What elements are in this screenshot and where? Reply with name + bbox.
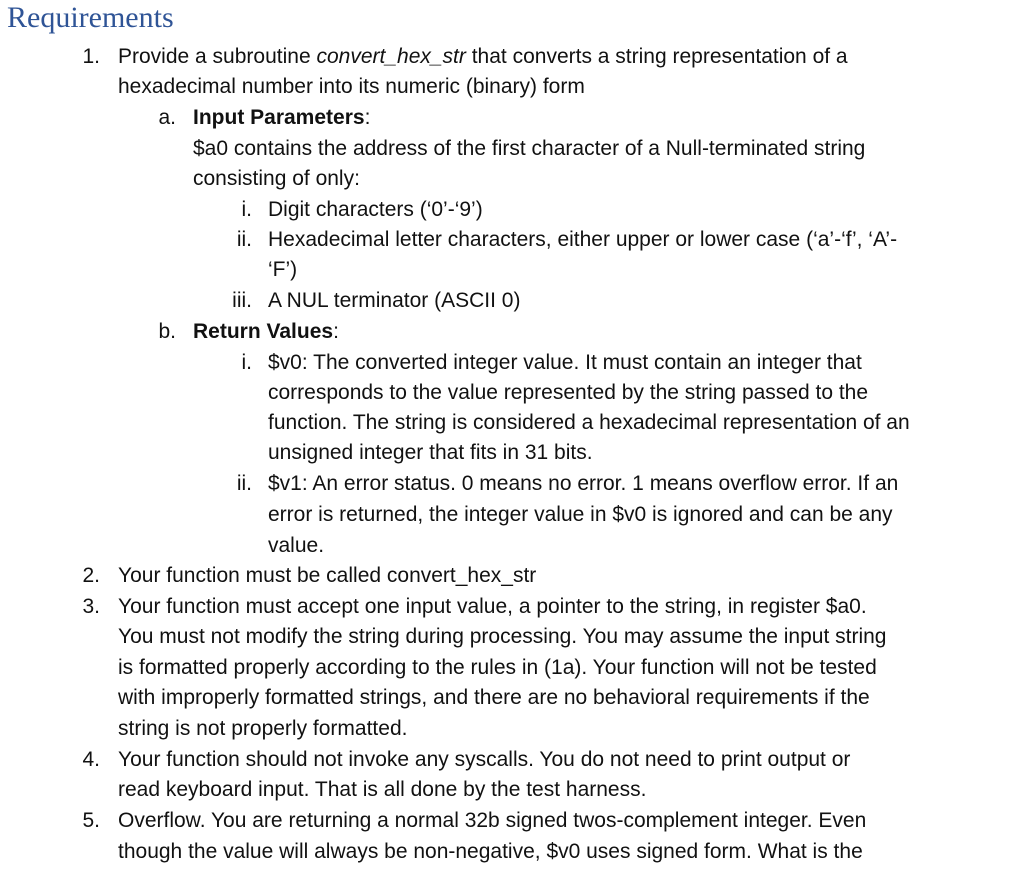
roman-marker: i. <box>241 198 252 221</box>
input-parameters-heading: Input Parameters: <box>193 106 371 129</box>
list-item-text: string is not properly formatted. <box>118 717 408 740</box>
sublist-marker: b. <box>158 320 176 343</box>
list-item-text: Your function should not invoke any syscalls. You do not need to print output or <box>118 748 851 771</box>
list-item-text: You must not modify the string during processing. You may assume the input string <box>118 625 887 648</box>
list-item-text: Your function must accept one input value, a pointer to the string, in register $a0. <box>118 595 867 618</box>
input-point-text: ‘F’) <box>268 258 298 281</box>
list-item-text: with improperly formatted strings, and there are no behavioral requirements if the <box>118 686 870 709</box>
list-item-text: is formatted properly according to the rules in (1a). Your function will not be tested <box>118 656 877 679</box>
input-point-text: Hexadecimal letter characters, either upper or lower case (‘a’-‘f’, ‘A’- <box>268 228 898 251</box>
input-parameters-text: consisting of only: <box>193 167 360 190</box>
input-parameters-text: $a0 contains the address of the first character of a Null-terminated string <box>193 137 866 160</box>
return-point-text: corresponds to the value represented by the string passed to the <box>268 381 869 404</box>
list-marker: 2. <box>82 564 100 587</box>
return-point-text: function. The string is considered a hexadecimal representation of an <box>268 411 910 434</box>
return-values-heading: Return Values: <box>193 320 339 343</box>
roman-marker: ii. <box>236 472 252 495</box>
list-item-1-line: Provide a subroutine convert_hex_str that converts a string representation of a <box>118 45 848 68</box>
list-item-text: read keyboard input. That is all done by the test harness. <box>118 778 647 801</box>
list-item-text: Your function must be called convert_hex_str <box>118 564 537 587</box>
page-title: Requirements <box>7 1 174 34</box>
return-point-text: value. <box>268 534 325 557</box>
input-point-text: Digit characters (‘0’-‘9’) <box>268 198 483 221</box>
list-marker: 4. <box>82 748 100 771</box>
return-point-text: error is returned, the integer value in $v0 is ignored and can be any <box>268 503 893 526</box>
roman-marker: iii. <box>232 289 252 312</box>
list-marker: 3. <box>82 595 100 618</box>
return-point-text: $v0: The converted integer value. It must contain an integer that <box>268 351 862 374</box>
list-item-text: Overflow. You are returning a normal 32b signed twos-complement integer. Even <box>118 809 867 832</box>
function-name: convert_hex_str <box>316 45 466 68</box>
input-point-text: A NUL terminator (ASCII 0) <box>268 289 521 312</box>
sublist-marker: a. <box>158 106 176 129</box>
list-marker: 5. <box>82 809 100 832</box>
roman-marker: i. <box>241 351 252 374</box>
list-item-1-line: hexadecimal number into its numeric (binary) form <box>118 75 585 98</box>
list-item-text: though the value will always be non-negative, $v0 uses signed form. What is the <box>118 840 863 863</box>
roman-marker: ii. <box>236 228 252 251</box>
return-point-text: unsigned integer that fits in 31 bits. <box>268 441 593 464</box>
list-marker: 1. <box>82 45 100 68</box>
return-point-text: $v1: An error status. 0 means no error. 1 means overflow error. If an <box>268 472 899 495</box>
